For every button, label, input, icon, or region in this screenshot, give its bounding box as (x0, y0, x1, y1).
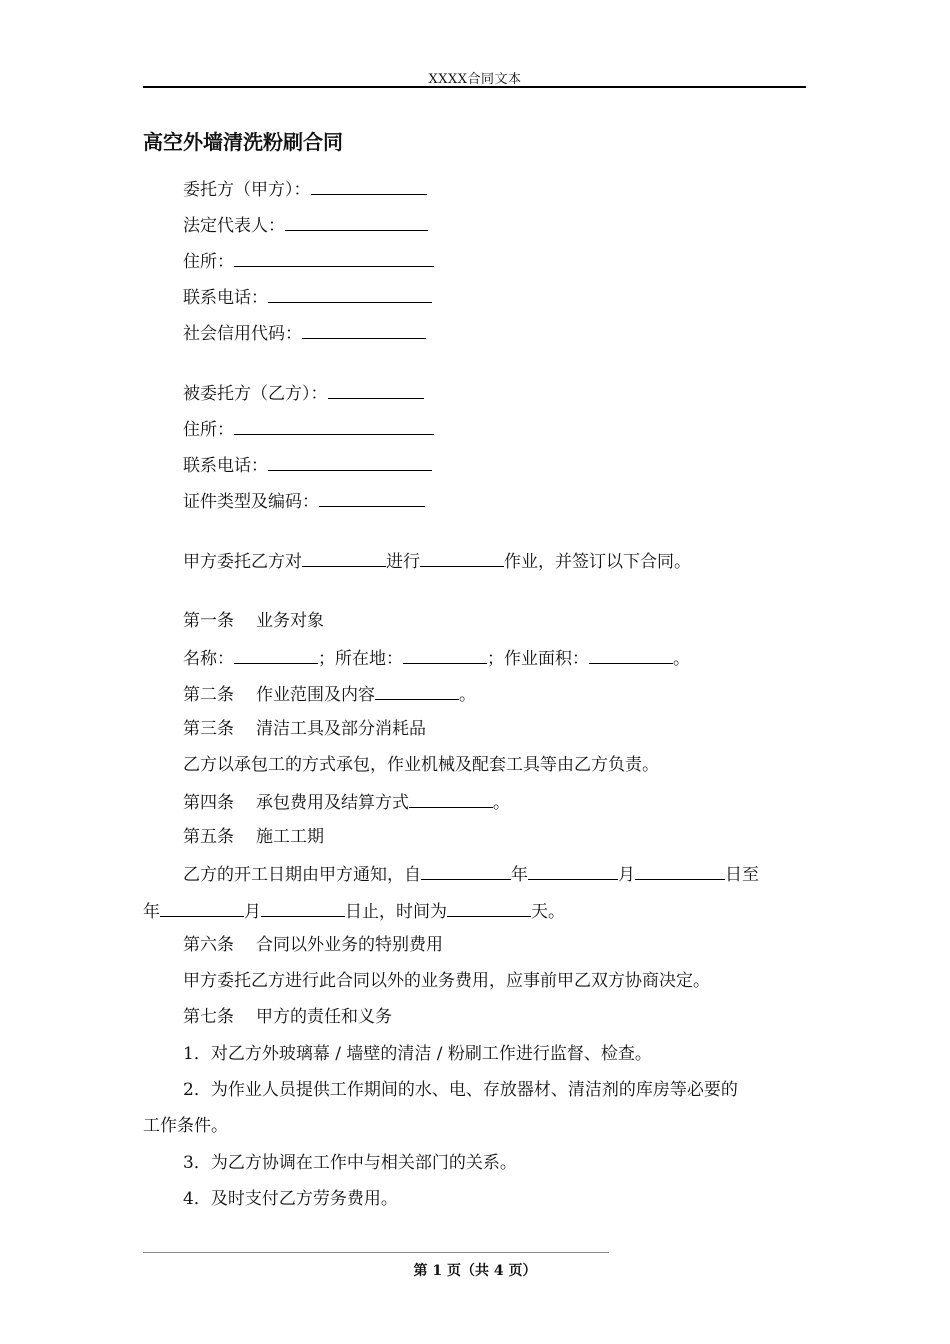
article-3-body: 乙方以承包工的方式承包，作业机械及配套工具等由乙方负责。 (183, 755, 659, 775)
location-blank[interactable] (403, 645, 487, 664)
article-2-number: 第二条 (183, 685, 234, 705)
legal-rep-line (183, 212, 428, 238)
article-7-heading (183, 1005, 392, 1029)
end-day-label: 日止，时间为 (345, 902, 447, 922)
intro-text-3: 作业，并签订以下合同。 (504, 552, 691, 572)
address-b-line (183, 416, 434, 442)
article-7-item-3: 3．为乙方协调在工作中与相关部门的关系。 (183, 1153, 517, 1173)
phone-b-line (183, 452, 432, 478)
name-label: 名称： (183, 649, 234, 669)
credit-code-label: 社会信用代码： (183, 324, 302, 344)
id-type-blank[interactable] (319, 488, 425, 507)
client-blank[interactable] (311, 176, 427, 195)
article-2-title: 作业范围及内容 (256, 685, 375, 705)
article-1-heading (183, 609, 324, 633)
header-rule (143, 86, 806, 88)
intro-text-1: 甲方委托乙方对 (183, 552, 302, 572)
phone-a-line (183, 284, 432, 310)
article-6-body: 甲方委托乙方进行此合同以外的业务费用，应事前甲乙双方协商决定。 (183, 971, 710, 991)
article-7-item-2: 2．为作业人员提供工作期间的水、电、存放器材、清洁剂的库房等必要的 (183, 1080, 738, 1100)
page-header: XXXX合同文本 (428, 72, 522, 87)
article-4-heading (183, 789, 510, 815)
duration-label: 天。 (531, 902, 565, 922)
end-month-blank[interactable] (261, 898, 345, 917)
article-7-number: 第七条 (183, 1007, 234, 1027)
end-month-label: 月 (244, 902, 261, 922)
article-4-title: 承包费用及结算方式 (256, 793, 409, 813)
legal-rep-label: 法定代表人： (183, 216, 285, 236)
article-5-heading (183, 825, 324, 849)
article-6-number: 第六条 (183, 935, 234, 955)
name-blank[interactable] (234, 645, 318, 664)
article-1-title: 业务对象 (256, 611, 324, 631)
contractor-label: 被委托方（乙方）： (183, 384, 328, 404)
intro-text-2: 进行 (386, 552, 420, 572)
article-4-number: 第四条 (183, 793, 234, 813)
phone-a-blank[interactable] (268, 284, 432, 303)
address-a-blank[interactable] (234, 248, 434, 267)
phone-b-blank[interactable] (268, 452, 432, 471)
id-type-label: 证件类型及编码： (183, 492, 319, 512)
article-3-number: 第三条 (183, 719, 234, 739)
article-3-title: 清洁工具及部分消耗品 (256, 719, 426, 739)
location-label: ；所在地： (318, 649, 403, 669)
article-7-item-4: 4．及时支付乙方劳务费用。 (183, 1189, 398, 1209)
article-2-end: 。 (459, 685, 476, 705)
article-6-title: 合同以外业务的特别费用 (256, 935, 443, 955)
area-blank[interactable] (589, 645, 673, 664)
article-1-fields (183, 645, 690, 671)
credit-code-blank[interactable] (302, 320, 426, 339)
article-7-item-2-cont: 工作条件。 (143, 1116, 228, 1136)
address-b-blank[interactable] (234, 416, 434, 435)
end-year-label: 年 (143, 902, 160, 922)
page-number: 第 1 页（共 4 页） (413, 1263, 537, 1279)
intro-work-blank[interactable] (420, 548, 504, 567)
client-line (183, 176, 427, 202)
article-2-heading (183, 681, 476, 707)
article-7-item-1: 1．对乙方外玻璃幕 / 墙壁的清洁 / 粉刷工作进行监督、检查。 (183, 1044, 652, 1064)
start-date-text: 乙方的开工日期由甲方通知，自 (183, 865, 421, 885)
area-label: ；作业面积： (487, 649, 589, 669)
start-year-label: 年 (511, 865, 528, 885)
article-3-heading (183, 717, 426, 741)
id-type-line (183, 488, 425, 514)
article-1-number: 第一条 (183, 611, 234, 631)
start-month-label: 月 (618, 865, 635, 885)
address-a-label: 住所： (183, 252, 234, 272)
article-5-line-1 (183, 861, 759, 887)
phone-b-label: 联系电话： (183, 456, 268, 476)
fee-blank[interactable] (409, 789, 493, 808)
address-b-label: 住所： (183, 420, 234, 440)
start-day-label: 日至 (725, 865, 759, 885)
article-6-heading (183, 933, 443, 957)
intro-object-blank[interactable] (302, 548, 386, 567)
article-5-number: 第五条 (183, 827, 234, 847)
contract-title: 高空外墙清洗粉刷合同 (143, 130, 343, 154)
phone-a-label: 联系电话： (183, 288, 268, 308)
intro-paragraph (183, 548, 691, 574)
address-a-line (183, 248, 434, 274)
start-year-blank[interactable] (421, 861, 511, 880)
legal-rep-blank[interactable] (285, 212, 428, 231)
client-label: 委托方（甲方）： (183, 180, 311, 200)
footer-rule (143, 1252, 609, 1253)
scope-blank[interactable] (375, 681, 459, 700)
contractor-line (183, 380, 424, 406)
end-year-blank[interactable] (160, 898, 244, 917)
contractor-blank[interactable] (328, 380, 424, 399)
article-7-title: 甲方的责任和义务 (256, 1007, 392, 1027)
article-5-title: 施工工期 (256, 827, 324, 847)
start-month-blank[interactable] (528, 861, 618, 880)
credit-code-line (183, 320, 426, 346)
start-day-blank[interactable] (635, 861, 725, 880)
article-4-end: 。 (493, 793, 510, 813)
article-1-end: 。 (673, 649, 690, 669)
article-5-line-2 (143, 898, 565, 924)
duration-blank[interactable] (447, 898, 531, 917)
